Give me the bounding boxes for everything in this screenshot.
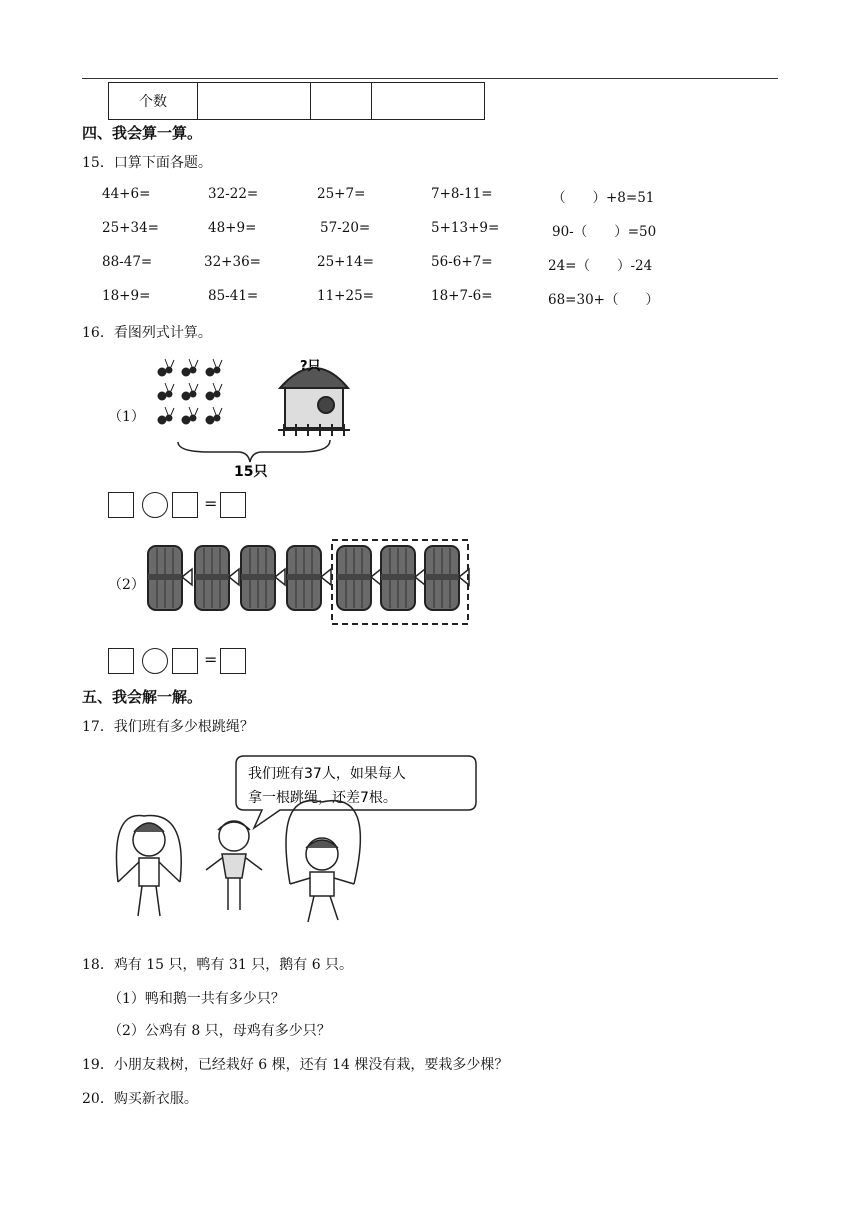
- question-18-part-2: （2）公鸡有 8 只，母鸡有多少只？: [108, 1023, 331, 1039]
- unknown-count-label: ?只: [300, 359, 321, 374]
- operator-circle[interactable]: [142, 492, 168, 518]
- question-19: 19．小朋友栽树，已经栽好 6 棵，还有 14 棵没有栽，要栽多少棵？: [82, 1057, 509, 1073]
- stick-bundle: [148, 546, 192, 610]
- math-item: 48+9=: [208, 220, 257, 236]
- child-figure: [206, 821, 262, 910]
- math-item: 25+14=: [317, 254, 374, 270]
- stick-bundle: [425, 546, 469, 610]
- math-item: 5+13+9=: [431, 220, 500, 236]
- answer-box[interactable]: [220, 492, 246, 518]
- picture-2-label: （2）: [108, 577, 145, 593]
- count-table: [108, 82, 485, 120]
- question-17: 17．我们班有多少根跳绳？: [82, 719, 254, 735]
- answer-box[interactable]: [172, 492, 198, 518]
- question-16: 16．看图列式计算。: [82, 325, 212, 341]
- question-18-part-1: （1）鸭和鹅一共有多少只？: [108, 991, 285, 1007]
- total-count-label: 15只: [234, 464, 268, 480]
- math-item: 44+6=: [102, 186, 151, 202]
- math-item: 56-6+7=: [431, 254, 493, 270]
- picture-1-label: （1）: [108, 409, 145, 425]
- section-5-heading: 五、我会解一解。: [82, 688, 203, 706]
- question-18: 18．鸡有 15 只，鸭有 31 只，鹅有 6 只。: [82, 957, 354, 973]
- answer-box[interactable]: [172, 648, 198, 674]
- answer-box[interactable]: [108, 492, 134, 518]
- math-item: （ ）+8=51: [552, 190, 655, 206]
- question-20: 20．购买新衣服。: [82, 1091, 198, 1107]
- math-item: 88-47=: [102, 254, 153, 270]
- math-item: 25+34=: [102, 220, 159, 236]
- equals-sign: =: [204, 650, 218, 669]
- speech-text-line1: 我们班有37人，如果每人: [248, 766, 406, 782]
- child-figure: [116, 816, 181, 916]
- jump-rope-children-picture: [104, 750, 484, 930]
- math-item: 90-（ ）=50: [552, 224, 657, 240]
- section-4-heading: 四、我会算一算。: [82, 124, 203, 142]
- table-cell: [198, 83, 311, 120]
- speech-text-line2: 拿一根跳绳，还差7根。: [248, 790, 397, 806]
- table-cell: [372, 83, 485, 120]
- math-item: 68=30+（ ）: [548, 292, 659, 308]
- stick-bundle: [381, 546, 425, 610]
- answer-box[interactable]: [108, 648, 134, 674]
- stick-bundle: [241, 546, 285, 610]
- page-top-rule: [82, 78, 778, 79]
- math-item: 18+9=: [102, 288, 151, 304]
- math-item: 32+36=: [204, 254, 261, 270]
- table-row: [109, 83, 485, 120]
- math-item: 7+8-11=: [431, 186, 493, 202]
- math-item: 11+25=: [317, 288, 374, 304]
- math-item: 85-41=: [208, 288, 259, 304]
- math-item: 32-22=: [208, 186, 259, 202]
- operator-circle[interactable]: [142, 648, 168, 674]
- stick-bundle: [337, 546, 381, 610]
- math-item: 18+7-6=: [431, 288, 493, 304]
- answer-box[interactable]: [220, 648, 246, 674]
- table-row-label: 个数: [109, 83, 198, 120]
- stick-bundle: [287, 546, 331, 610]
- math-item: 25+7=: [317, 186, 366, 202]
- house-icon: [278, 368, 350, 436]
- ant-icon: [158, 359, 174, 376]
- math-item: 57-20=: [320, 220, 371, 236]
- equals-sign: =: [204, 494, 218, 513]
- child-figure: [286, 801, 360, 922]
- question-15: 15．口算下面各题。: [82, 155, 212, 171]
- brace: [178, 440, 330, 462]
- math-item: 24=（ ）-24: [548, 258, 653, 274]
- ants-and-house-picture: [150, 350, 360, 480]
- stick-bundles-picture: [145, 538, 480, 630]
- table-cell: [311, 83, 372, 120]
- stick-bundle: [195, 546, 239, 610]
